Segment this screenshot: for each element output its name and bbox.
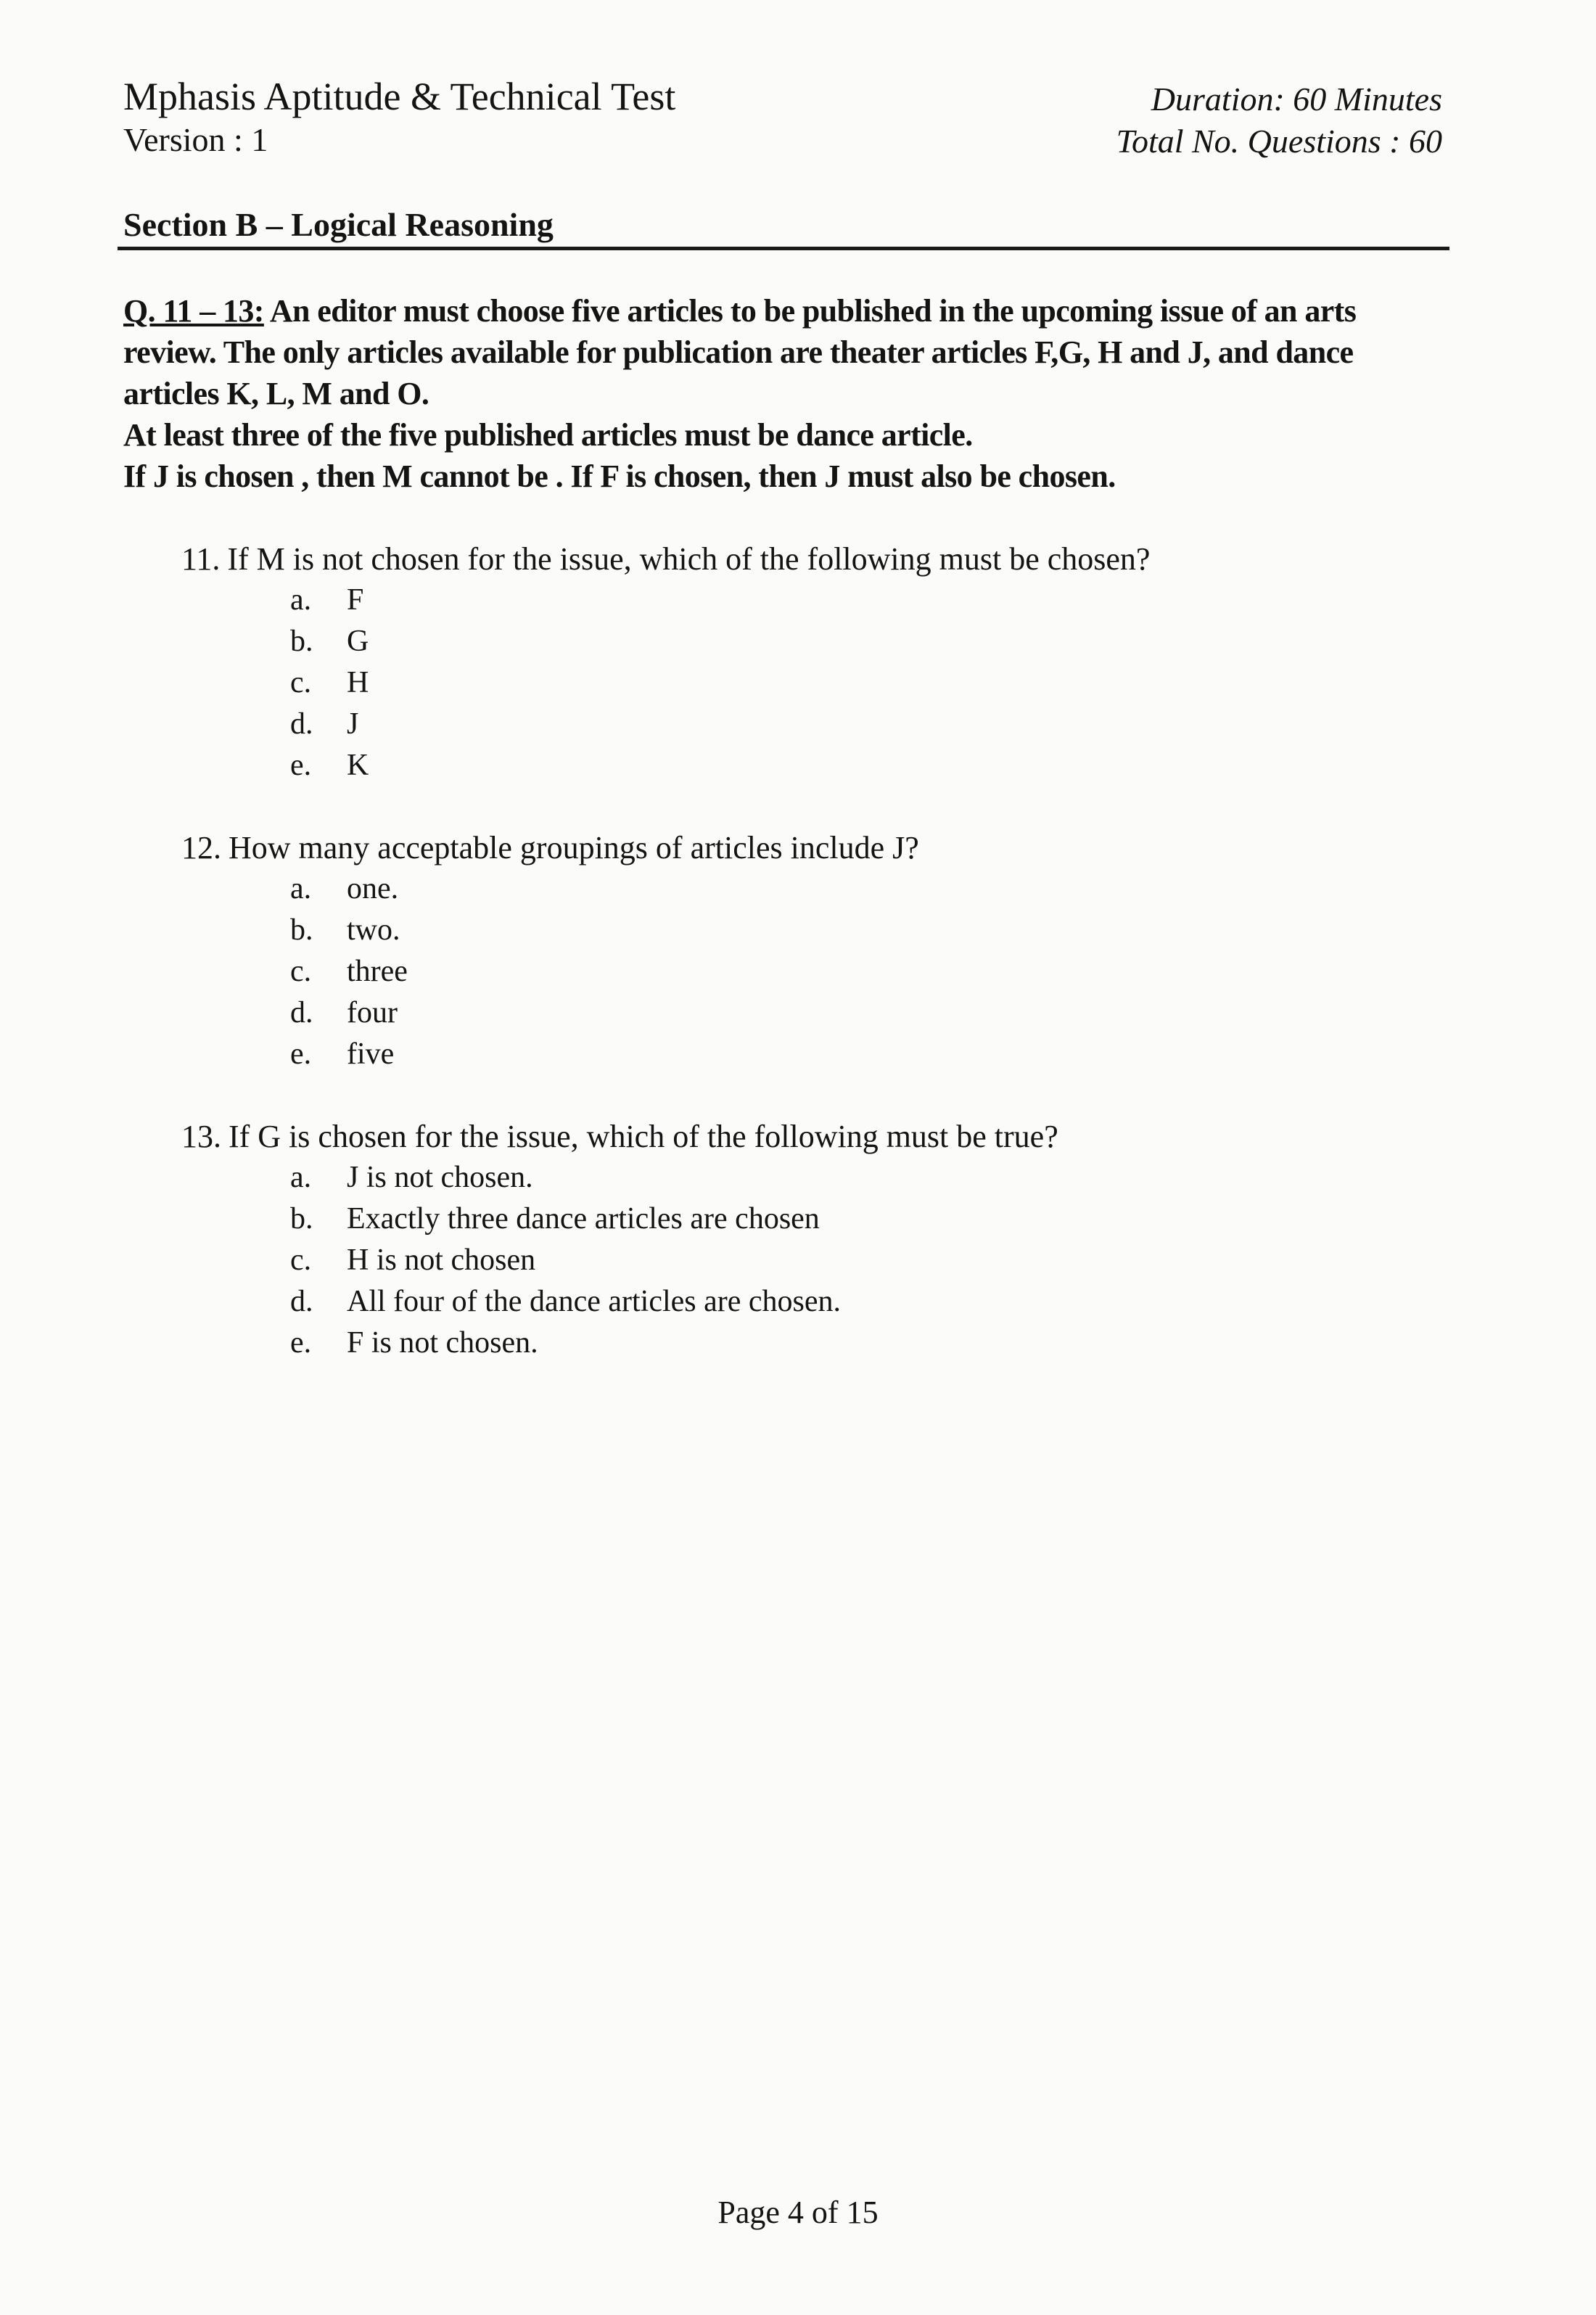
option-letter: b.: [290, 1202, 313, 1235]
answer-option: [181, 1240, 1415, 1281]
section-divider: [118, 247, 1449, 250]
answer-option: [181, 1323, 1415, 1364]
question-13: [181, 1116, 1415, 1364]
question-text: If M is not chosen for the issue, which of the following must be chosen?: [227, 541, 1151, 577]
header-left: [123, 74, 675, 161]
total-questions: Total No. Questions : 60: [1116, 123, 1442, 160]
section-title: Section B – Logical Reasoning: [123, 206, 554, 243]
option-text: H: [347, 666, 369, 699]
option-letter: a.: [290, 1161, 312, 1194]
question-stem: [181, 1116, 1415, 1157]
option-text: K: [347, 749, 369, 782]
passage-intro: [123, 290, 1429, 414]
question-number: 13.: [181, 1119, 221, 1154]
answer-option: [181, 1281, 1415, 1323]
option-text: three: [347, 955, 408, 988]
option-text: F: [347, 583, 364, 617]
option-text: one.: [347, 872, 399, 905]
question-stem: [181, 827, 1415, 868]
answer-option: [181, 868, 1415, 910]
option-text: five: [347, 1037, 395, 1071]
passage-rule-2: If J is chosen , then M cannot be . If F is chosen, then J must also be chosen.: [123, 459, 1116, 494]
option-text: two.: [347, 913, 400, 947]
option-text: F is not chosen.: [347, 1326, 538, 1360]
passage-intro-text: An editor must choose five articles to be published in the upcoming issue of an arts review. The only articles available for publication are theater articles F,G, H and J, and dance articles K, L, M and O.: [123, 293, 1357, 411]
option-letter: d.: [290, 1285, 313, 1318]
test-version: Version : 1: [123, 121, 268, 158]
answer-option: [181, 951, 1415, 992]
answer-option: [181, 745, 1415, 786]
question-passage: [123, 290, 1429, 497]
page-number: Page 4 of 15: [717, 2195, 879, 2230]
answer-option: [181, 662, 1415, 704]
question-text: If G is chosen for the issue, which of the following must be true?: [229, 1119, 1058, 1154]
answer-option: [181, 580, 1415, 621]
option-letter: d.: [290, 996, 313, 1029]
option-text: G: [347, 625, 369, 658]
option-letter: e.: [290, 1326, 312, 1360]
answer-options: [181, 1157, 1415, 1364]
option-letter: b.: [290, 913, 313, 947]
option-letter: d.: [290, 707, 313, 741]
answer-option: [181, 1034, 1415, 1075]
question-number: 11.: [181, 541, 221, 577]
option-text: All four of the dance articles are chosen.: [347, 1285, 842, 1318]
option-text: J: [347, 707, 359, 741]
option-letter: e.: [290, 749, 312, 782]
option-letter: c.: [290, 1243, 312, 1277]
option-text: Exactly three dance articles are chosen: [347, 1202, 820, 1235]
question-12: [181, 827, 1415, 1075]
option-letter: a.: [290, 583, 312, 617]
option-letter: c.: [290, 666, 312, 699]
option-text: J is not chosen.: [347, 1161, 533, 1194]
question-range-ref: Q. 11 – 13:: [123, 293, 264, 329]
answer-options: [181, 580, 1415, 786]
answer-option: [181, 910, 1415, 951]
passage-rule-1: At least three of the five published articles must be dance article.: [123, 417, 973, 453]
option-text: H is not chosen: [347, 1243, 536, 1277]
answer-option: [181, 1198, 1415, 1240]
option-text: four: [347, 996, 398, 1029]
answer-option: [181, 704, 1415, 745]
answer-option: [181, 1157, 1415, 1198]
test-title: Mphasis Aptitude & Technical Test: [123, 75, 676, 118]
question-11: [181, 538, 1415, 786]
answer-option: [181, 992, 1415, 1034]
question-number: 12.: [181, 830, 221, 865]
option-letter: e.: [290, 1037, 312, 1071]
answer-option: [181, 621, 1415, 662]
test-duration: Duration: 60 Minutes: [1151, 81, 1442, 118]
question-stem: [181, 538, 1415, 580]
answer-options: [181, 868, 1415, 1075]
header-right: [1116, 78, 1442, 163]
option-letter: c.: [290, 955, 312, 988]
question-text: How many acceptable groupings of articles include J?: [229, 830, 919, 865]
option-letter: a.: [290, 872, 312, 905]
option-letter: b.: [290, 625, 313, 658]
